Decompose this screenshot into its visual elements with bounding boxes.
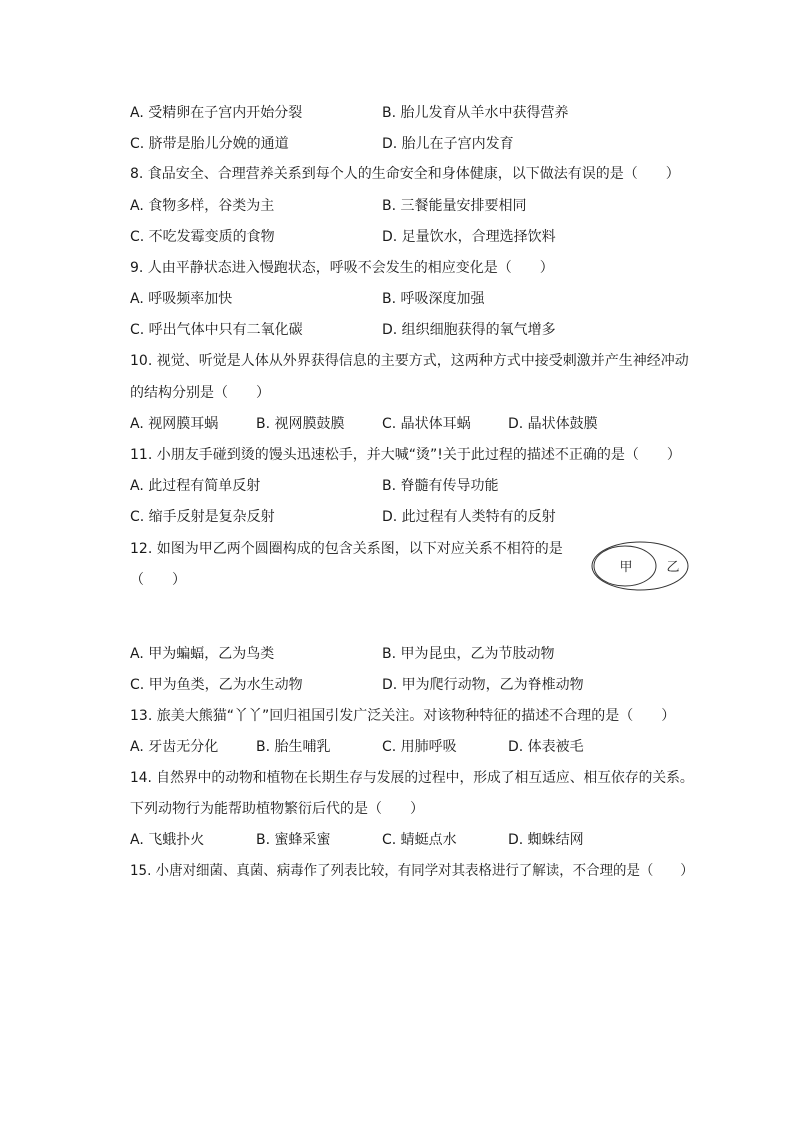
q12-stem-line1: 12. 如图为甲乙两个圆圈构成的包含关系图，以下对应关系不相符的是 <box>130 541 563 557</box>
q11-option-c: C. 缩手反射是复杂反射 <box>130 509 275 525</box>
q10-stem-line2: 的结构分别是（ ） <box>130 385 270 401</box>
q8-option-b: B. 三餐能量安排要相同 <box>382 198 527 214</box>
q8-option-a: A. 食物多样，谷类为主 <box>130 198 275 214</box>
q12-option-d: D. 甲为爬行动物，乙为脊椎动物 <box>382 677 584 693</box>
q8-option-c: C. 不吃发霉变质的食物 <box>130 229 275 245</box>
q14-option-c: C. 蜻蜓点水 <box>382 832 457 848</box>
q7-option-b: B. 胎儿发育从羊水中获得营养 <box>382 105 569 121</box>
q15-stem: 15. 小唐对细菌、真菌、病毒作了列表比较，有同学对其表格进行了解读，不合理的是（ ） <box>130 863 694 879</box>
q14-option-b: B. 蜜蜂采蜜 <box>256 832 331 848</box>
q10-option-c: C. 晶状体耳蜗 <box>382 416 471 432</box>
q10-option-b: B. 视网膜鼓膜 <box>256 416 345 432</box>
q13-option-c: C. 用肺呼吸 <box>382 739 457 755</box>
q9-stem: 9. 人由平静状态进入慢跑状态，呼吸不会发生的相应变化是（ ） <box>130 260 554 276</box>
q14-stem-line2: 下列动物行为能帮助植物繁衍后代的是（ ） <box>130 801 424 817</box>
q9-option-a: A. 呼吸频率加快 <box>130 291 233 307</box>
q10-stem-line1: 10. 视觉、听觉是人体从外界获得信息的主要方式，这两种方式中接受刺激并产生神经冲动 <box>130 353 689 369</box>
q14-stem-line1: 14. 自然界中的动物和植物在长期生存与发展的过程中，形成了相互适应、相互依存的关系。 <box>130 770 694 786</box>
q7-option-d: D. 胎儿在子宫内发育 <box>382 136 514 152</box>
q8-stem: 8. 食品安全、合理营养关系到每个人的生命安全和身体健康，以下做法有误的是（ ） <box>130 166 680 182</box>
q11-option-a: A. 此过程有简单反射 <box>130 478 261 494</box>
q12-option-a: A. 甲为蝙蝠，乙为鸟类 <box>130 646 275 662</box>
q12-stem-line2: （ ） <box>130 572 186 588</box>
q14-option-a: A. 飞蛾扑火 <box>130 832 205 848</box>
q13-option-b: B. 胎生哺乳 <box>256 739 331 755</box>
venn-outer-label: 乙 <box>666 560 680 575</box>
q7-option-c: C. 脐带是胎儿分娩的通道 <box>130 136 289 152</box>
q11-stem: 11. 小朋友手碰到烫的馒头迅速松手，并大喊“烫”!关于此过程的描述不正确的是（ ） <box>130 447 681 463</box>
venn-diagram <box>590 540 690 592</box>
q11-option-b: B. 脊髓有传导功能 <box>382 478 499 494</box>
q12-option-c: C. 甲为鱼类，乙为水生动物 <box>130 677 303 693</box>
q9-option-c: C. 呼出气体中只有二氧化碳 <box>130 322 303 338</box>
q13-option-a: A. 牙齿无分化 <box>130 739 219 755</box>
q7-option-a: A. 受精卵在子宫内开始分裂 <box>130 105 303 121</box>
q9-option-b: B. 呼吸深度加强 <box>382 291 485 307</box>
q10-option-d: D. 晶状体鼓膜 <box>508 416 598 432</box>
q12-option-b: B. 甲为昆虫，乙为节肢动物 <box>382 646 555 662</box>
q8-option-d: D. 足量饮水，合理选择饮料 <box>382 229 556 245</box>
q10-option-a: A. 视网膜耳蜗 <box>130 416 219 432</box>
q11-option-d: D. 此过程有人类特有的反射 <box>382 509 556 525</box>
q9-option-d: D. 组织细胞获得的氧气增多 <box>382 322 556 338</box>
q13-stem: 13. 旅美大熊猫“丫丫”回归祖国引发广泛关注。对该物种特征的描述不合理的是（ ） <box>130 708 676 724</box>
q14-option-d: D. 蜘蛛结网 <box>508 832 584 848</box>
venn-inner-label: 甲 <box>619 560 633 575</box>
q13-option-d: D. 体表被毛 <box>508 739 584 755</box>
